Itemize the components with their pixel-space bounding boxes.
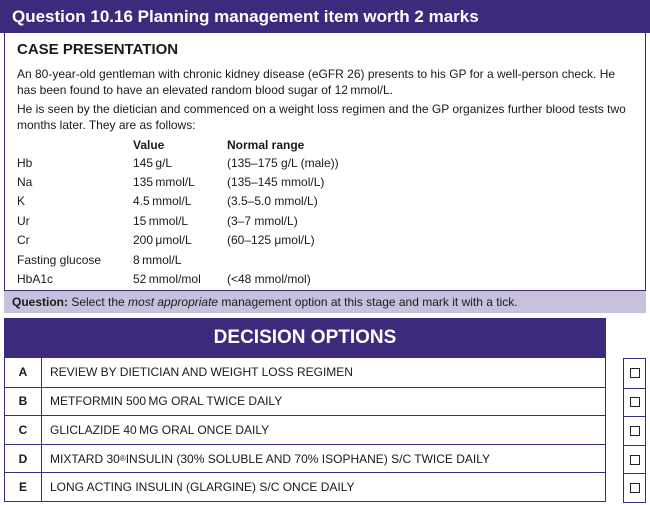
decision-heading: DECISION OPTIONS [213, 327, 397, 348]
question-instruction-bar [4, 291, 646, 313]
lab-range: (3.5–5.0 mmol/L) [227, 194, 318, 209]
case-heading: CASE PRESENTATION [17, 41, 179, 58]
lab-range: (3–7 mmol/L) [227, 213, 298, 228]
question-title-bar [0, 0, 650, 33]
lab-value: 4.5 mmol/L [133, 194, 192, 209]
lab-value: 135 mmol/L [133, 175, 195, 190]
tick-cell-a [624, 359, 645, 388]
tick-checkbox-a[interactable] [630, 368, 640, 378]
lab-header-value: Value [133, 138, 165, 152]
lab-range [227, 250, 427, 269]
lab-row [17, 153, 427, 172]
decision-options-list [4, 358, 606, 502]
lab-range: (135–145 mmol/L) [227, 175, 325, 190]
lab-header-range: Normal range [227, 138, 305, 152]
lab-test: Ur [17, 213, 30, 228]
tick-checkbox-c[interactable] [630, 426, 640, 436]
option-text [42, 445, 490, 473]
option-row-e [5, 472, 605, 501]
tick-checkbox-e[interactable] [630, 483, 640, 493]
lab-test: Fasting glucose [17, 252, 102, 267]
question-text-before: Select the [68, 295, 129, 309]
lab-range: (60–125 μmol/L) [227, 233, 315, 248]
option-letter: C [5, 416, 42, 444]
option-text-main: LONG ACTING INSULIN (GLARGINE) S/C ONCE DAILY [50, 480, 355, 495]
case-presentation-box [4, 33, 646, 291]
option-text [42, 358, 353, 387]
lab-row [17, 192, 427, 211]
lab-value: 52 mmol/mol [133, 272, 201, 287]
option-row-d [5, 444, 605, 473]
option-text-main: METFORMIN 500 MG ORAL TWICE DAILY [50, 394, 283, 409]
question-emphasis: most appropriate [128, 295, 219, 309]
option-letter: E [5, 473, 42, 501]
tick-checkbox-b[interactable] [630, 397, 640, 407]
lab-test: Na [17, 175, 33, 190]
option-text [42, 388, 282, 416]
option-text-main: GLICLAZIDE 40 MG ORAL ONCE DAILY [50, 422, 270, 437]
lab-row [17, 172, 427, 191]
case-paragraph: He is seen by the dietician and commenced on a weight loss regimen and the GP organizes further blood tests two months later. They are as follows: [17, 102, 626, 132]
question-title: Question 10.16 Planning management item worth 2 marks [12, 7, 479, 26]
lab-row [17, 211, 427, 230]
option-text-main: REVIEW BY DIETICIAN AND WEIGHT LOSS REGIMEN [50, 365, 353, 380]
lab-row [17, 231, 427, 250]
tick-column [623, 358, 646, 503]
lab-row [17, 250, 427, 269]
lab-value: 200 μmol/L [133, 233, 192, 248]
tick-cell-d [624, 445, 645, 474]
option-row-b [5, 387, 605, 416]
question-label: Question: [12, 295, 68, 309]
lab-test: HbA1c [17, 272, 54, 287]
lab-test: Hb [17, 155, 33, 170]
option-text-rest: INSULIN (30% SOLUBLE AND 70% ISOPHANE) S/C TWICE DAILY [125, 451, 491, 466]
lab-range: (135–175 g/L (male)) [227, 155, 339, 170]
lab-value: 8 mmol/L [133, 252, 182, 267]
registered-mark: ® [119, 454, 126, 464]
tick-checkbox-d[interactable] [630, 455, 640, 465]
lab-header-test [17, 137, 133, 153]
lab-row [17, 269, 427, 288]
option-text [42, 473, 355, 501]
tick-cell-c [624, 416, 645, 445]
lab-test: K [17, 194, 26, 209]
question-text-after: management option at this stage and mark it with a tick. [218, 295, 518, 309]
tick-cell-b [624, 388, 645, 417]
lab-value: 15 mmol/L [133, 213, 189, 228]
decision-options-header [4, 318, 606, 358]
lab-value: 145 g/L [133, 155, 173, 170]
option-text [42, 416, 269, 444]
lab-results-table [17, 137, 427, 289]
option-text-main: MIXTARD 30 [50, 451, 120, 466]
option-letter: A [5, 358, 42, 387]
option-row-c [5, 415, 605, 444]
lab-test: Cr [17, 233, 30, 248]
option-letter: B [5, 388, 42, 416]
case-paragraph: An 80-year-old gentleman with chronic kidney disease (eGFR 26) presents to his GP for a well-person check. He has been found to have an elevated random blood sugar of 12 mmol/L. [17, 67, 616, 97]
lab-table-header-row [17, 137, 427, 153]
lab-range: (<48 mmol/mol) [227, 272, 311, 287]
option-letter: D [5, 445, 42, 473]
option-row-a [5, 358, 605, 387]
tick-cell-e [624, 473, 645, 502]
